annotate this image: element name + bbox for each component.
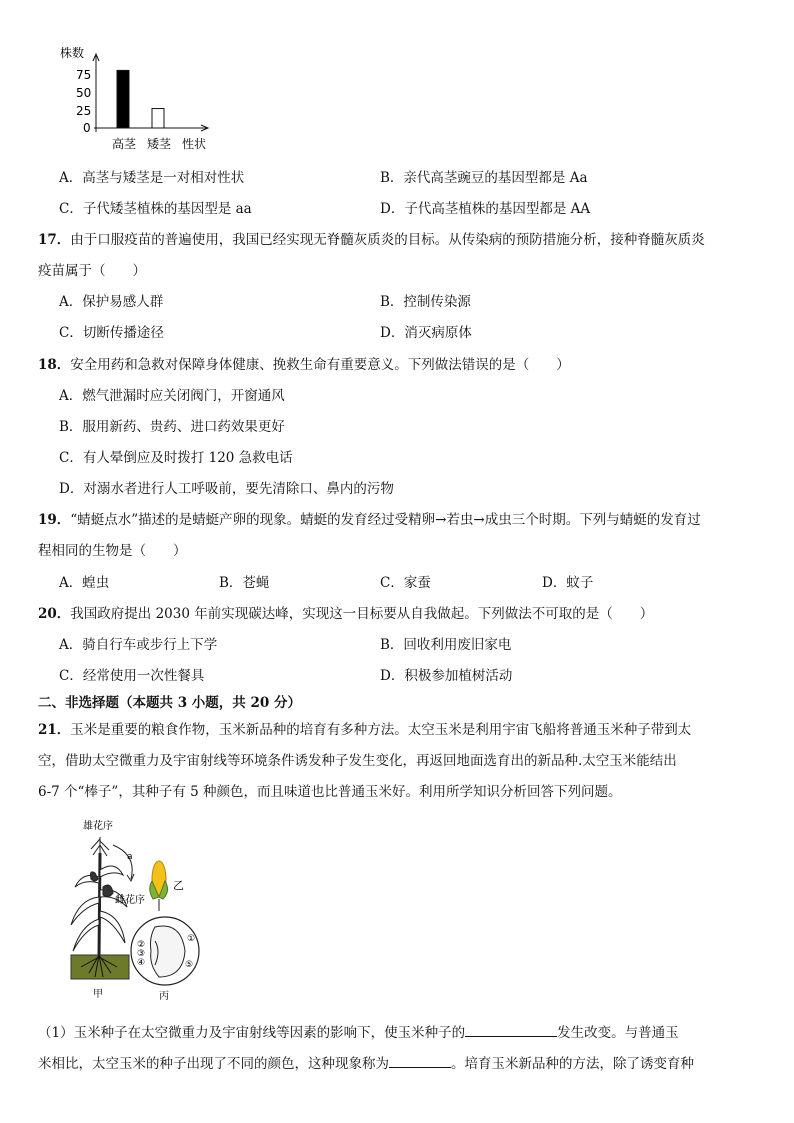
ear-lower	[91, 872, 99, 881]
y-tick-0: 0	[83, 121, 91, 135]
q17-stem-line2: 疫苗属于（ ）	[38, 263, 146, 279]
q18-option-b[interactable]: B．服用新药、贵药、进口药效果更好	[59, 419, 285, 435]
q21-stem-line3: 6-7 个“棒子”，其种子有 5 种颜色，而且味道也比普通玉米好。利用所学知识分析回答下列问题。	[38, 784, 622, 800]
q20-stem	[38, 604, 653, 624]
q21-stem-text: 玉米是重要的粮食作物，玉米新品种的培育有多种方法。太空玉米是利用宇宙飞船将普通玉米种子带到太	[70, 722, 692, 738]
part-4: ④	[137, 958, 146, 968]
q17-option-a[interactable]: A．保护易感人群	[59, 294, 164, 310]
label-yi: 乙	[173, 879, 184, 892]
y-tick-50: 50	[76, 86, 92, 100]
q16-option-c[interactable]: C．子代矮茎植株的基因型是 aa	[59, 201, 252, 217]
part-2: ②	[137, 940, 146, 950]
q19-option-b[interactable]: B．苍蝇	[219, 575, 270, 591]
q21-sub1-text-d: 。培育玉米新品种的方法，除了诱变育种	[451, 1056, 694, 1072]
label-male-inflorescence: 雄花序	[83, 821, 113, 832]
part-1: ①	[187, 934, 196, 944]
bar-tall-stem	[117, 70, 129, 128]
q17-option-c[interactable]: C．切断传播途径	[59, 325, 164, 341]
q19-stem-line1	[38, 510, 701, 530]
chart-ylabel: 株数	[60, 46, 85, 60]
q21-stem-line2: 空，借助太空微重力及宇宙射线等环境条件诱发种子发生变化，再返回地面选育出的新品种.太空玉米能结出	[38, 753, 677, 769]
q17-option-b[interactable]: B．控制传染源	[380, 294, 471, 310]
q19-option-a[interactable]: A．蝗虫	[59, 575, 110, 591]
y-tick-25: 25	[76, 104, 92, 118]
answer-blank-1[interactable]	[465, 1022, 557, 1037]
q21-sub1-text-c: 米相比，太空玉米的种子出现了不同的颜色，这种现象称为	[38, 1056, 389, 1072]
q19-stem-line2: 程相同的生物是（ ）	[38, 543, 187, 559]
q18-number: 18．	[38, 357, 71, 373]
q20-option-b[interactable]: B．回收利用废旧家电	[380, 637, 512, 653]
label-bing: 丙	[159, 991, 169, 1002]
q20-option-a[interactable]: A．骑自行车或步行上下学	[59, 637, 218, 653]
corn-plant-figure	[55, 815, 225, 1005]
q21-sub1-line1	[38, 1022, 679, 1043]
y-tick-75: 75	[76, 68, 92, 82]
q19-stem-text: “蜻蜓点水”描述的是蜻蜓产卵的现象。蜻蜓的发育经过受精卵→若虫→成虫三个时期。下列与蜻蜓的发育过	[70, 512, 701, 528]
bar-short-stem	[152, 109, 164, 128]
q19-number: 19．	[38, 512, 71, 528]
q17-option-d[interactable]: D．消灭病原体	[380, 325, 472, 341]
q18-stem-text: 安全用药和急救对保障身体健康、挽救生命有重要意义。下列做法错误的是（ ）	[70, 357, 570, 373]
corn-ear-yi	[150, 861, 168, 899]
q18-option-d[interactable]: D．对溺水者进行人工呼吸前，要先清除口、鼻内的污物	[59, 481, 394, 497]
arrow-a-head	[127, 874, 134, 881]
q18-option-a[interactable]: A．燃气泄漏时应关闭阀门，开窗通风	[59, 388, 285, 404]
q21-sub1-line2	[38, 1053, 694, 1074]
label-female-inflorescence: 雌花序	[115, 895, 145, 906]
q17-number: 17．	[38, 232, 71, 248]
q16-bar-chart	[50, 40, 220, 160]
q19-option-c[interactable]: C．家蚕	[380, 575, 431, 591]
x-tick-tall: 高茎	[112, 137, 137, 151]
ear-on-stem	[103, 885, 113, 897]
part-3: ③	[137, 949, 146, 959]
x-tick-short: 矮茎	[147, 137, 172, 151]
q18-option-c[interactable]: C．有人晕倒应及时拨打 120 急救电话	[59, 450, 293, 466]
q20-option-c[interactable]: C．经常使用一次性餐具	[59, 668, 205, 684]
label-jia: 甲	[93, 989, 103, 1000]
chart-xlabel: 性状	[182, 137, 207, 151]
label-a: a	[127, 852, 133, 862]
corn-stem	[99, 853, 100, 957]
q17-stem-text: 由于口服疫苗的普遍使用，我国已经实现无脊髓灰质炎的目标。从传染病的预防措施分析，接种脊髓灰质炎	[70, 232, 705, 248]
q16-option-d[interactable]: D．子代高茎植株的基因型都是 AA	[380, 201, 591, 217]
answer-blank-2[interactable]	[389, 1053, 451, 1068]
q21-sub1-text-b: 发生改变。与普通玉	[557, 1025, 679, 1041]
q20-option-d[interactable]: D．积极参加植树活动	[380, 668, 513, 684]
q20-number: 20．	[38, 606, 71, 622]
q21-sub1-text-a: （1）玉米种子在太空微重力及宇宙射线等因素的影响下，使玉米种子的	[38, 1025, 466, 1041]
q17-stem-line1	[38, 230, 705, 250]
q21-stem-line1	[38, 720, 691, 740]
q16-option-b[interactable]: B．亲代高茎豌豆的基因型都是 Aa	[380, 170, 588, 186]
q18-stem	[38, 355, 570, 375]
q19-option-d[interactable]: D．蚊子	[542, 575, 594, 591]
q20-stem-text: 我国政府提出 2030 年前实现碳达峰，实现这一目标要从自我做起。下列做法不可取的是（ ）	[70, 606, 654, 622]
q21-number: 21．	[38, 722, 71, 738]
section-heading: 二、非选择题（本题共 3 小题，共 20 分）	[38, 695, 301, 711]
q16-option-a[interactable]: A．高茎与矮茎是一对相对性状	[59, 170, 245, 186]
part-5: ⑤	[185, 960, 194, 970]
